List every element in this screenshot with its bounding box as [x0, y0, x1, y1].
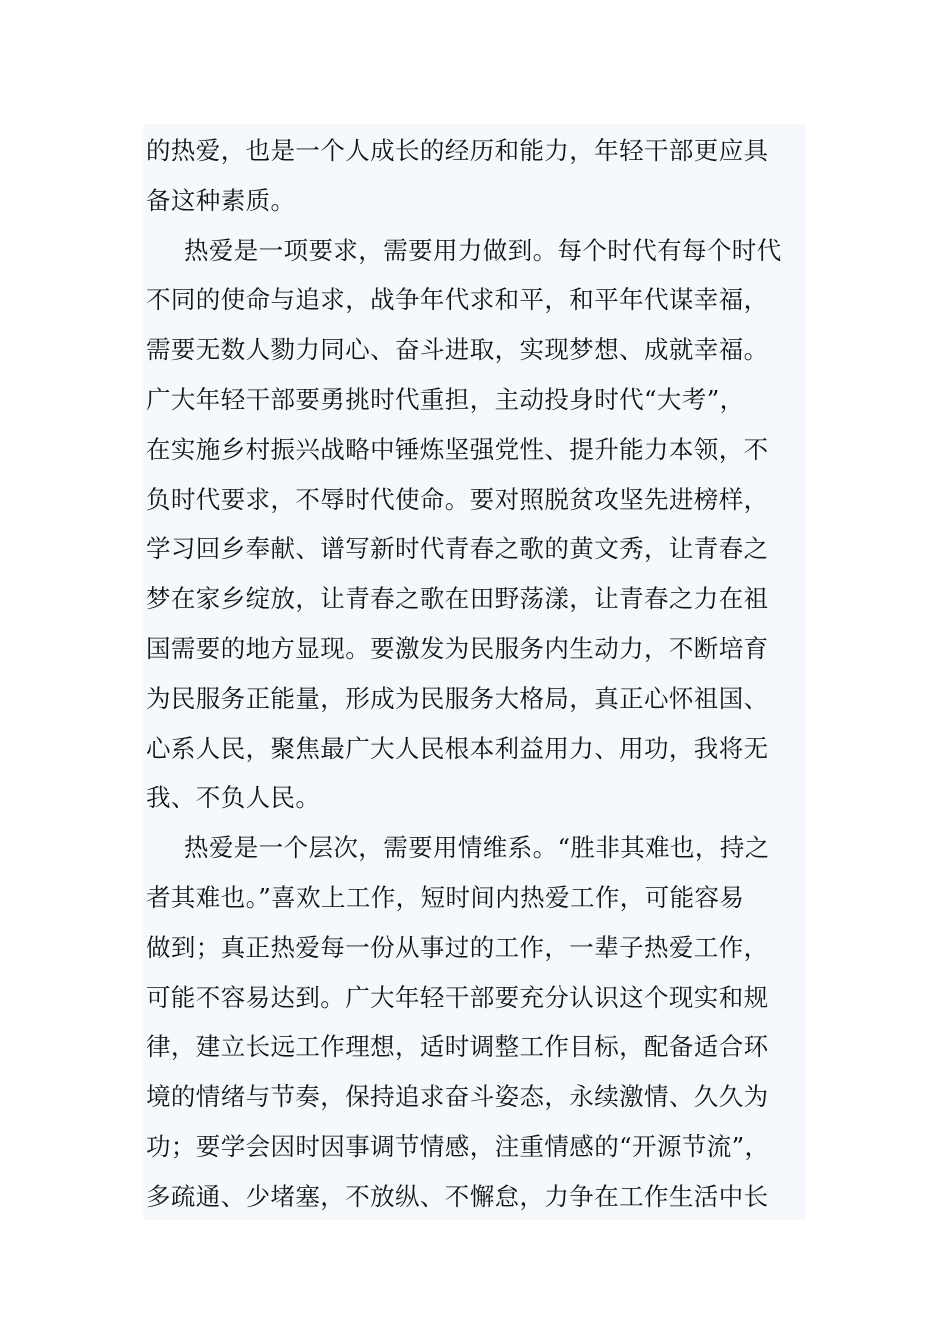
text-line: 律，建立长远工作理想，适时调整工作目标，配备适合环: [146, 1032, 769, 1062]
text-line: 备这种素质。: [146, 185, 296, 215]
text-line: 国需要的地方显现。要激发为民服务内生动力，不断培育: [146, 633, 769, 663]
text-line: 的热爱，也是一个人成长的经历和能力，年轻干部更应具: [146, 136, 769, 165]
text-line: 心系人民，聚焦最广大人民根本利益用力、用功，我将无: [146, 733, 769, 763]
text-line: 热爱是一个层次，需要用情维系。“胜非其难也，持之: [184, 833, 770, 863]
text-line: 功；要学会因时因事调节情感，注重情感的“开源节流”，: [146, 1131, 770, 1161]
text-line: 广大年轻干部要勇挑时代重担，主动投身时代“大考”，: [146, 384, 745, 414]
document-body: [146, 126, 796, 1222]
text-line: 我、不负人民。: [146, 783, 321, 813]
text-line: 需要无数人勠力同心、奋斗进取，实现梦想、成就幸福。: [146, 335, 769, 365]
text-line: 可能不容易达到。广大年轻干部要充分认识这个现实和规: [146, 982, 769, 1012]
text-line: 热爱是一项要求，需要用力做到。每个时代有每个时代: [184, 235, 782, 265]
text-line: 不同的使命与追求，战争年代求和平，和平年代谋幸福，: [146, 285, 769, 315]
text-line: 在实施乡村振兴战略中锤炼坚强党性、提升能力本领，不: [146, 434, 769, 464]
text-line: 梦在家乡绽放，让青春之歌在田野荡漾，让青春之力在祖: [146, 584, 769, 614]
text-line: 学习回乡奉献、谱写新时代青春之歌的黄文秀，让青春之: [146, 534, 769, 564]
text-line: 负时代要求，不辱时代使命。要对照脱贫攻坚先进榜样，: [146, 484, 769, 514]
text-line: 为民服务正能量，形成为民服务大格局，真正心怀祖国、: [146, 683, 769, 713]
text-line: 境的情绪与节奏，保持追求奋斗姿态，永续激情、久久为: [146, 1082, 769, 1112]
text-line: 多疏通、少堵塞，不放纵、不懈怠，力争在工作生活中长: [146, 1181, 769, 1211]
text-line: 做到；真正热爱每一份从事过的工作，一辈子热爱工作，: [146, 932, 769, 962]
text-line: 者其难也。”喜欢上工作，短时间内热爱工作，可能容易: [146, 882, 745, 912]
